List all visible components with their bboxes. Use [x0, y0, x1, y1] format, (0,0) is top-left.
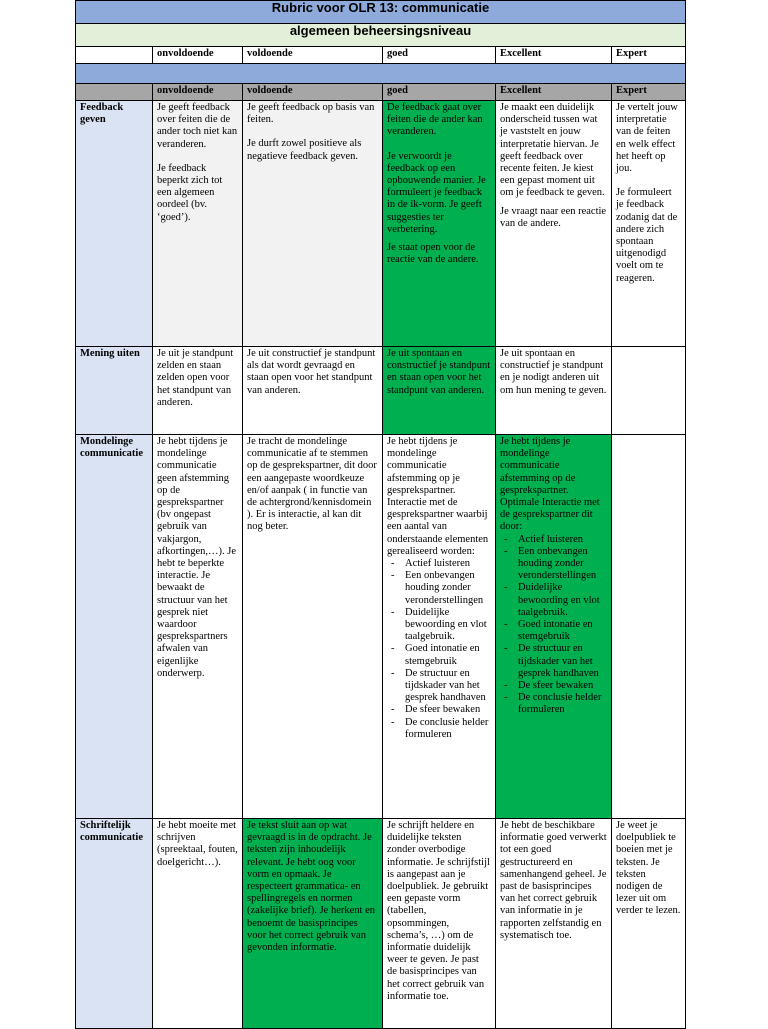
cell-mening-onvoldoende: Je uit je standpunt zelden en staan zelden open voor het standpunt van anderen. — [153, 347, 243, 435]
cell-mondeling-onvoldoende: Je hebt tijdens je mondelinge communicatie geen afstemming op de gesprekspartner (bv ongepast gebruik van vakjargon, afkortingen,…). Je hebt te beperkte interactie. Je bewaakt de structuur van het gesprek niet waardoor gesprekspartners afwalen van eigenlijke onderwerp. — [153, 435, 243, 819]
feedback-voldoende-p1: Je geeft feedback op basis van feiten. — [247, 102, 375, 126]
list-item: - De conclusie helder formuleren — [518, 692, 607, 716]
level-header-row-repeat — [76, 84, 686, 101]
cell-schriftelijk-goed: Je schrijft heldere en duidelijke teksten zonder overbodige informatie. Je schrijfstijl is aangepast aan je doelpubliek. Je gebruikt een gepaste vorm (tabellen, opsommingen, schema’s, …) om de informatie duidelijk weer te geven. Je past de basisprincipes van het correct gebruik van informatie toe. — [383, 819, 496, 1029]
header-expert: Expert — [612, 47, 686, 64]
title-row — [76, 1, 686, 24]
cell-schriftelijk-onvoldoende: Je hebt moeite met schrijven (spreektaal, fouten, doelgericht…). — [153, 819, 243, 1029]
feedback-voldoende-p2: Je durft zowel positieve als negatieve feedback geven. — [247, 138, 362, 162]
list-item: - Een onbevangen houding zonder veronderstellingen — [518, 546, 607, 583]
list-item: - Actief luisteren — [518, 534, 607, 546]
header-voldoende-repeat: voldoende — [243, 84, 383, 101]
list-item: - Goed intonatie en stemgebruik — [518, 619, 607, 643]
feedback-expert-p2: Je formuleert je feedback zodanig dat de andere zich spontaan uitgenodigd voelt om te reageren. — [616, 187, 678, 284]
list-item: - Duidelijke bewoording en vlot taalgebruik. — [518, 582, 607, 619]
blue-spacer-row — [76, 64, 686, 84]
feedback-onvoldoende-p2: Je feedback beperkt zich tot een algemeen oordeel (bv. ‘goed’). — [157, 162, 223, 223]
feedback-excellent-p1: Je maakt een duidelijk onderscheid tussen wat je vaststelt en jouw interpretatie hiervan. Je geeft feedback over recente feiten. Je kiest een gepast moment uit om je feedback te geven. — [500, 102, 605, 199]
cell-mening-expert — [612, 347, 686, 435]
feedback-goed-p1: De feedback gaat over feiten die de ander kan veranderen. — [387, 102, 483, 138]
rubric-title: Rubric voor OLR 13: communicatie — [76, 1, 686, 24]
list-item: - De sfeer bewaken — [518, 680, 607, 692]
feedback-excellent-p2: Je vraagt naar een reactie van de andere. — [500, 205, 607, 229]
mondeling-excellent-list — [500, 534, 607, 717]
cell-feedback-expert — [612, 101, 686, 347]
header-goed-repeat: goed — [383, 84, 496, 101]
cell-schriftelijk-voldoende: Je tekst sluit aan op wat gevraagd is in de opdracht. Je teksten zijn inhoudelijk relevant. Je hebt oog voor vorm en opmaak. Je respecteert grammatica- en spellingregels en normen (zakelijke brief). Je herkent en benoemt de basisprincipes voor het correct gebruik van gevonden informatie. — [243, 819, 383, 1029]
feedback-goed-p2: Je verwoordt je feedback op een opbouwende manier. Je formuleert je feedback in de ik-vorm. Je geeft suggesties ter verbetering. — [387, 150, 486, 235]
header-excellent-repeat: Excellent — [496, 84, 612, 101]
rubric-table — [75, 0, 686, 1029]
row-feedback — [76, 101, 686, 347]
label-schriftelijk: Schriftelijk communicatie — [76, 819, 153, 1029]
list-item: - Een onbevangen houding zonder veronderstellingen — [405, 570, 491, 607]
row-mondeling — [76, 435, 686, 819]
list-item: - De structuur en tijdskader van het gesprek handhaven — [405, 668, 491, 705]
cell-feedback-onvoldoende — [153, 101, 243, 347]
header-goed: goed — [383, 47, 496, 64]
list-item: - De conclusie helder formuleren — [405, 717, 491, 741]
subtitle-row — [76, 24, 686, 47]
cell-mening-voldoende: Je uit constructief je standpunt als dat wordt gevraagd en staan open voor het standpunt van anderen. — [243, 347, 383, 435]
mondeling-goed-intro: Je hebt tijdens je mondelinge communicatie afstemming op je gesprekspartner. Interactie met de gesprekspartner waarbij een aantal van onderstaande elementen gerealiseerd worden: — [387, 436, 489, 557]
cell-mondeling-excellent — [496, 435, 612, 819]
header-empty-cell — [76, 47, 153, 64]
cell-schriftelijk-expert: Je weet je doelpubliek te boeien met je teksten. Je teksten nodigen de lezer uit om verder te lezen. — [612, 819, 686, 1029]
blue-spacer-cell — [76, 64, 686, 84]
feedback-onvoldoende-p1: Je geeft feedback over feiten die de ander toch niet kan veranderen. — [157, 102, 238, 150]
label-feedback: Feedback geven — [76, 101, 153, 347]
feedback-goed-p3: Je staat open voor de reactie van de andere. — [387, 242, 479, 266]
cell-mondeling-expert — [612, 435, 686, 819]
row-mening — [76, 347, 686, 435]
header-empty-cell-repeat — [76, 84, 153, 101]
row-schriftelijk — [76, 819, 686, 1029]
mondeling-excellent-intro: Je hebt tijdens je mondelinge communicatie afstemming op de gesprekspartner. Optimale Interactie met de gesprekspartner dit door: — [500, 436, 600, 533]
mondeling-goed-list — [387, 558, 491, 741]
label-mening: Mening uiten — [76, 347, 153, 435]
cell-mening-goed: Je uit spontaan en constructief je standpunt en staan open voor het standpunt van anderen. — [383, 347, 496, 435]
list-item: - De structuur en tijdskader van het gesprek handhaven — [518, 643, 607, 680]
cell-mondeling-voldoende: Je tracht de mondelinge communicatie af te stemmen op de gesprekspartner, dit door een aangepaste woordkeuze en/of aanpak ( in functie van de achtergrond/kennisdomein ). Er is interactie, al kan dit nog beter. — [243, 435, 383, 819]
list-item: - De sfeer bewaken — [405, 704, 491, 716]
header-onvoldoende-repeat: onvoldoende — [153, 84, 243, 101]
list-item: - Actief luisteren — [405, 558, 491, 570]
header-voldoende: voldoende — [243, 47, 383, 64]
rubric-subtitle: algemeen beheersingsniveau — [76, 24, 686, 47]
header-expert-repeat: Expert — [612, 84, 686, 101]
cell-feedback-excellent — [496, 101, 612, 347]
list-item: - Goed intonatie en stemgebruik — [405, 643, 491, 667]
cell-mondeling-goed — [383, 435, 496, 819]
list-item: - Duidelijke bewoording en vlot taalgebruik. — [405, 607, 491, 644]
level-header-row — [76, 47, 686, 64]
feedback-expert-p1: Je vertelt jouw interpretatie van de feiten en welk effect het heeft op jou. — [616, 102, 678, 175]
cell-schriftelijk-excellent: Je hebt de beschikbare informatie goed verwerkt tot een goed gestructureerd en samenhangend geheel. Je past de basisprincipes van het correct gebruik van informatie in je rapporten zelfstandig en systematisch toe. — [496, 819, 612, 1029]
header-excellent: Excellent — [496, 47, 612, 64]
cell-feedback-goed — [383, 101, 496, 347]
cell-mening-excellent: Je uit spontaan en constructief je standpunt en je nodigt anderen uit om hun mening te geven. — [496, 347, 612, 435]
cell-feedback-voldoende — [243, 101, 383, 347]
header-onvoldoende: onvoldoende — [153, 47, 243, 64]
label-mondeling: Mondelinge communicatie — [76, 435, 153, 819]
